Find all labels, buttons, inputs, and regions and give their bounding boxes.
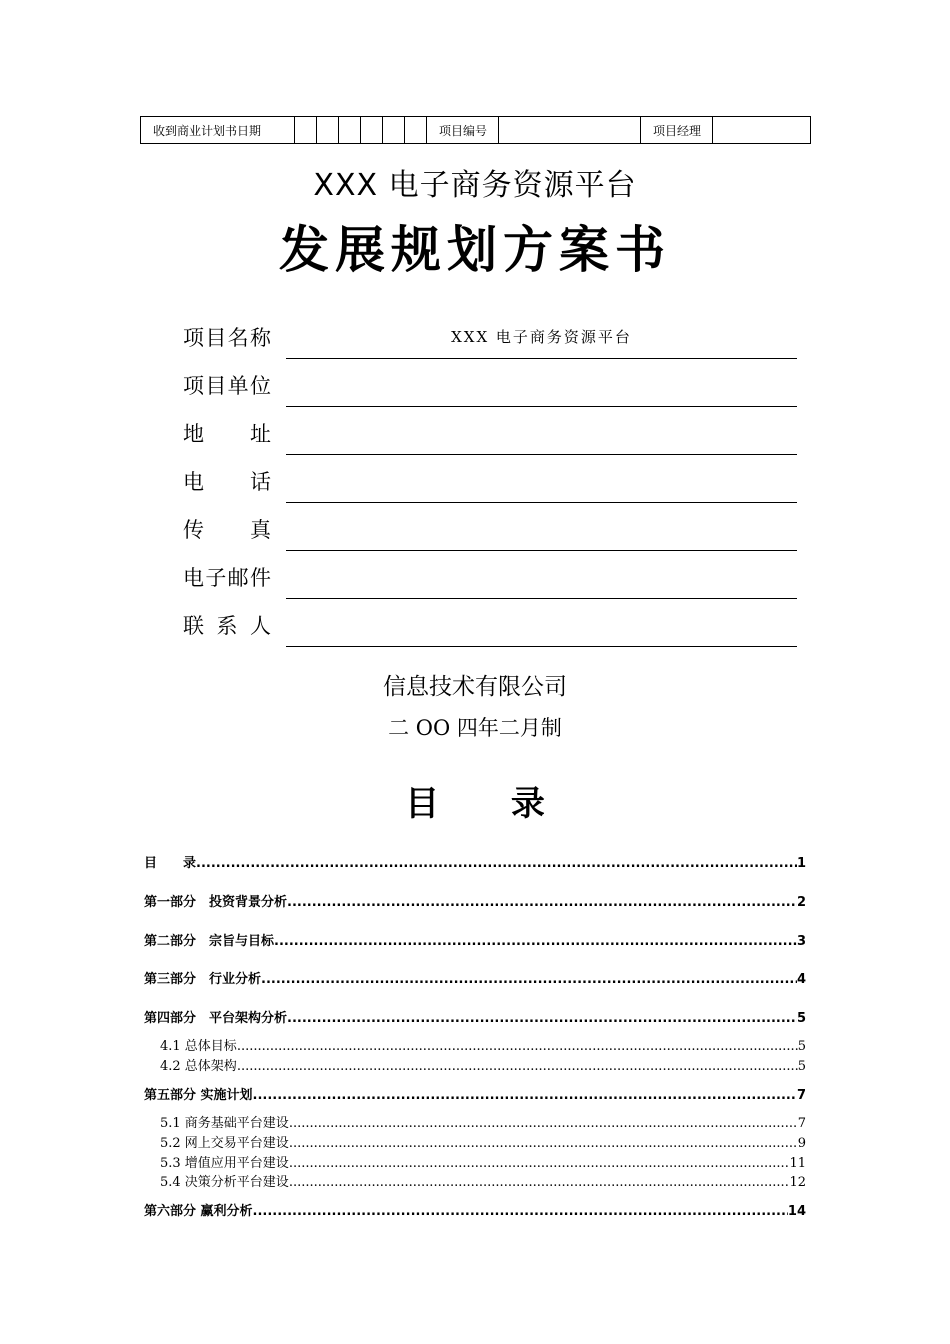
toc-leader [289,1136,798,1151]
toc-entry-page: 4 [796,972,806,987]
toc-entry[interactable] [144,1132,806,1151]
form-row-email [183,558,797,606]
form-row-address [183,414,797,462]
toc-leader [289,1156,790,1171]
form-label: 电话 [183,470,271,494]
document-subtitle: 发展规划方案书 [279,221,671,279]
toc-entry-label: 5.4 决策分析平台建设 [160,1175,289,1190]
form-label: 项目单位 [183,374,271,398]
project-manager-cell[interactable] [713,117,811,144]
received-date-cell[interactable] [383,117,405,144]
toc-entry[interactable] [144,1152,806,1171]
toc-entry-label: 5.1 商务基础平台建设 [160,1116,289,1131]
toc-leader [289,1116,798,1131]
received-date-cell[interactable] [361,117,383,144]
toc-entry-label: 5.3 增值应用平台建设 [160,1156,289,1171]
form-underline [286,646,797,647]
document-title: XXX 电子商务资源平台 [313,168,637,203]
form-row-contact [183,606,797,654]
toc-entry-page: 5 [796,1011,806,1026]
toc-entry[interactable] [144,1112,806,1131]
toc-entry-label: 第六部分 赢利分析 [144,1204,253,1219]
toc-entry[interactable] [144,1035,806,1054]
form-underline [286,454,797,455]
toc-leader [253,1088,797,1103]
form-label: 联系人 [183,614,271,638]
toc-entry-label: 4.1 总体目标 [160,1039,237,1054]
document-date: 二 OO 四年二月制 [388,716,562,740]
project-info-form [183,318,797,654]
toc-entry-page: 2 [796,895,806,910]
toc-entry-label: 第五部分 实施计划 [144,1088,253,1103]
form-underline [286,550,797,551]
received-date-cell[interactable] [339,117,361,144]
toc-entry-label: 5.2 网上交易平台建设 [160,1136,289,1151]
project-manager-label: 项目经理 [641,117,713,144]
toc-entry[interactable] [144,852,806,871]
toc-entry[interactable] [144,1055,806,1074]
form-label: 地址 [183,422,271,446]
toc-entry-page: 12 [789,1175,806,1190]
received-date-cell[interactable] [295,117,317,144]
toc-entry[interactable] [144,1200,806,1219]
toc-entry-label: 第四部分 平台架构分析 [144,1011,288,1026]
project-number-cell[interactable] [499,117,641,144]
form-underline [286,502,797,503]
toc-entry-page: 1 [796,856,806,871]
form-label: 传真 [183,518,271,542]
toc-leader [289,1175,790,1190]
toc-leader [253,1204,788,1219]
form-underline [286,598,797,599]
toc-entry[interactable] [144,891,806,910]
toc-entry-page: 7 [797,1116,806,1131]
toc-entry-page: 5 [797,1039,806,1054]
toc-entry-page: 5 [797,1059,806,1074]
toc-title: 目 录 [405,784,545,824]
form-value[interactable]: XXX 电子商务资源平台 [451,328,632,346]
toc-entry-label: 目 录 [144,856,197,871]
toc-entry-label: 第三部分 行业分析 [144,972,262,987]
form-row-fax [183,510,797,558]
toc-leader [237,1059,798,1074]
toc-entry[interactable] [144,968,806,987]
form-row-phone [183,462,797,510]
toc-entry-page: 7 [796,1088,806,1103]
form-row-project-unit [183,366,797,414]
toc-entry[interactable] [144,930,806,949]
toc-entry-page: 9 [797,1136,806,1151]
project-number-label: 项目编号 [427,117,499,144]
toc-entry-label: 第二部分 宗旨与目标 [144,934,275,949]
form-label: 电子邮件 [183,566,271,590]
received-date-cell[interactable] [317,117,339,144]
toc-entry[interactable] [144,1084,806,1103]
toc-leader [287,1011,797,1026]
received-date-cell[interactable] [405,117,427,144]
toc-entry-page: 3 [796,934,806,949]
toc-entry-label: 4.2 总体架构 [160,1059,237,1074]
toc-entry-page: 11 [789,1156,806,1171]
toc-leader [261,972,797,987]
header-info-table [140,116,811,144]
toc-leader [196,856,797,871]
toc-entry-page: 14 [787,1204,806,1219]
toc-leader [287,895,797,910]
toc-entry[interactable] [144,1007,806,1026]
form-underline [286,358,797,359]
form-row-project-name [183,318,797,366]
form-label: 项目名称 [183,326,271,350]
received-date-label: 收到商业计划书日期 [141,117,295,144]
company-name: 信息技术有限公司 [383,674,567,700]
toc-leader [274,934,797,949]
toc-leader [237,1039,798,1054]
toc-entry[interactable] [144,1171,806,1190]
toc-entry-label: 第一部分 投资背景分析 [144,895,288,910]
form-underline [286,406,797,407]
